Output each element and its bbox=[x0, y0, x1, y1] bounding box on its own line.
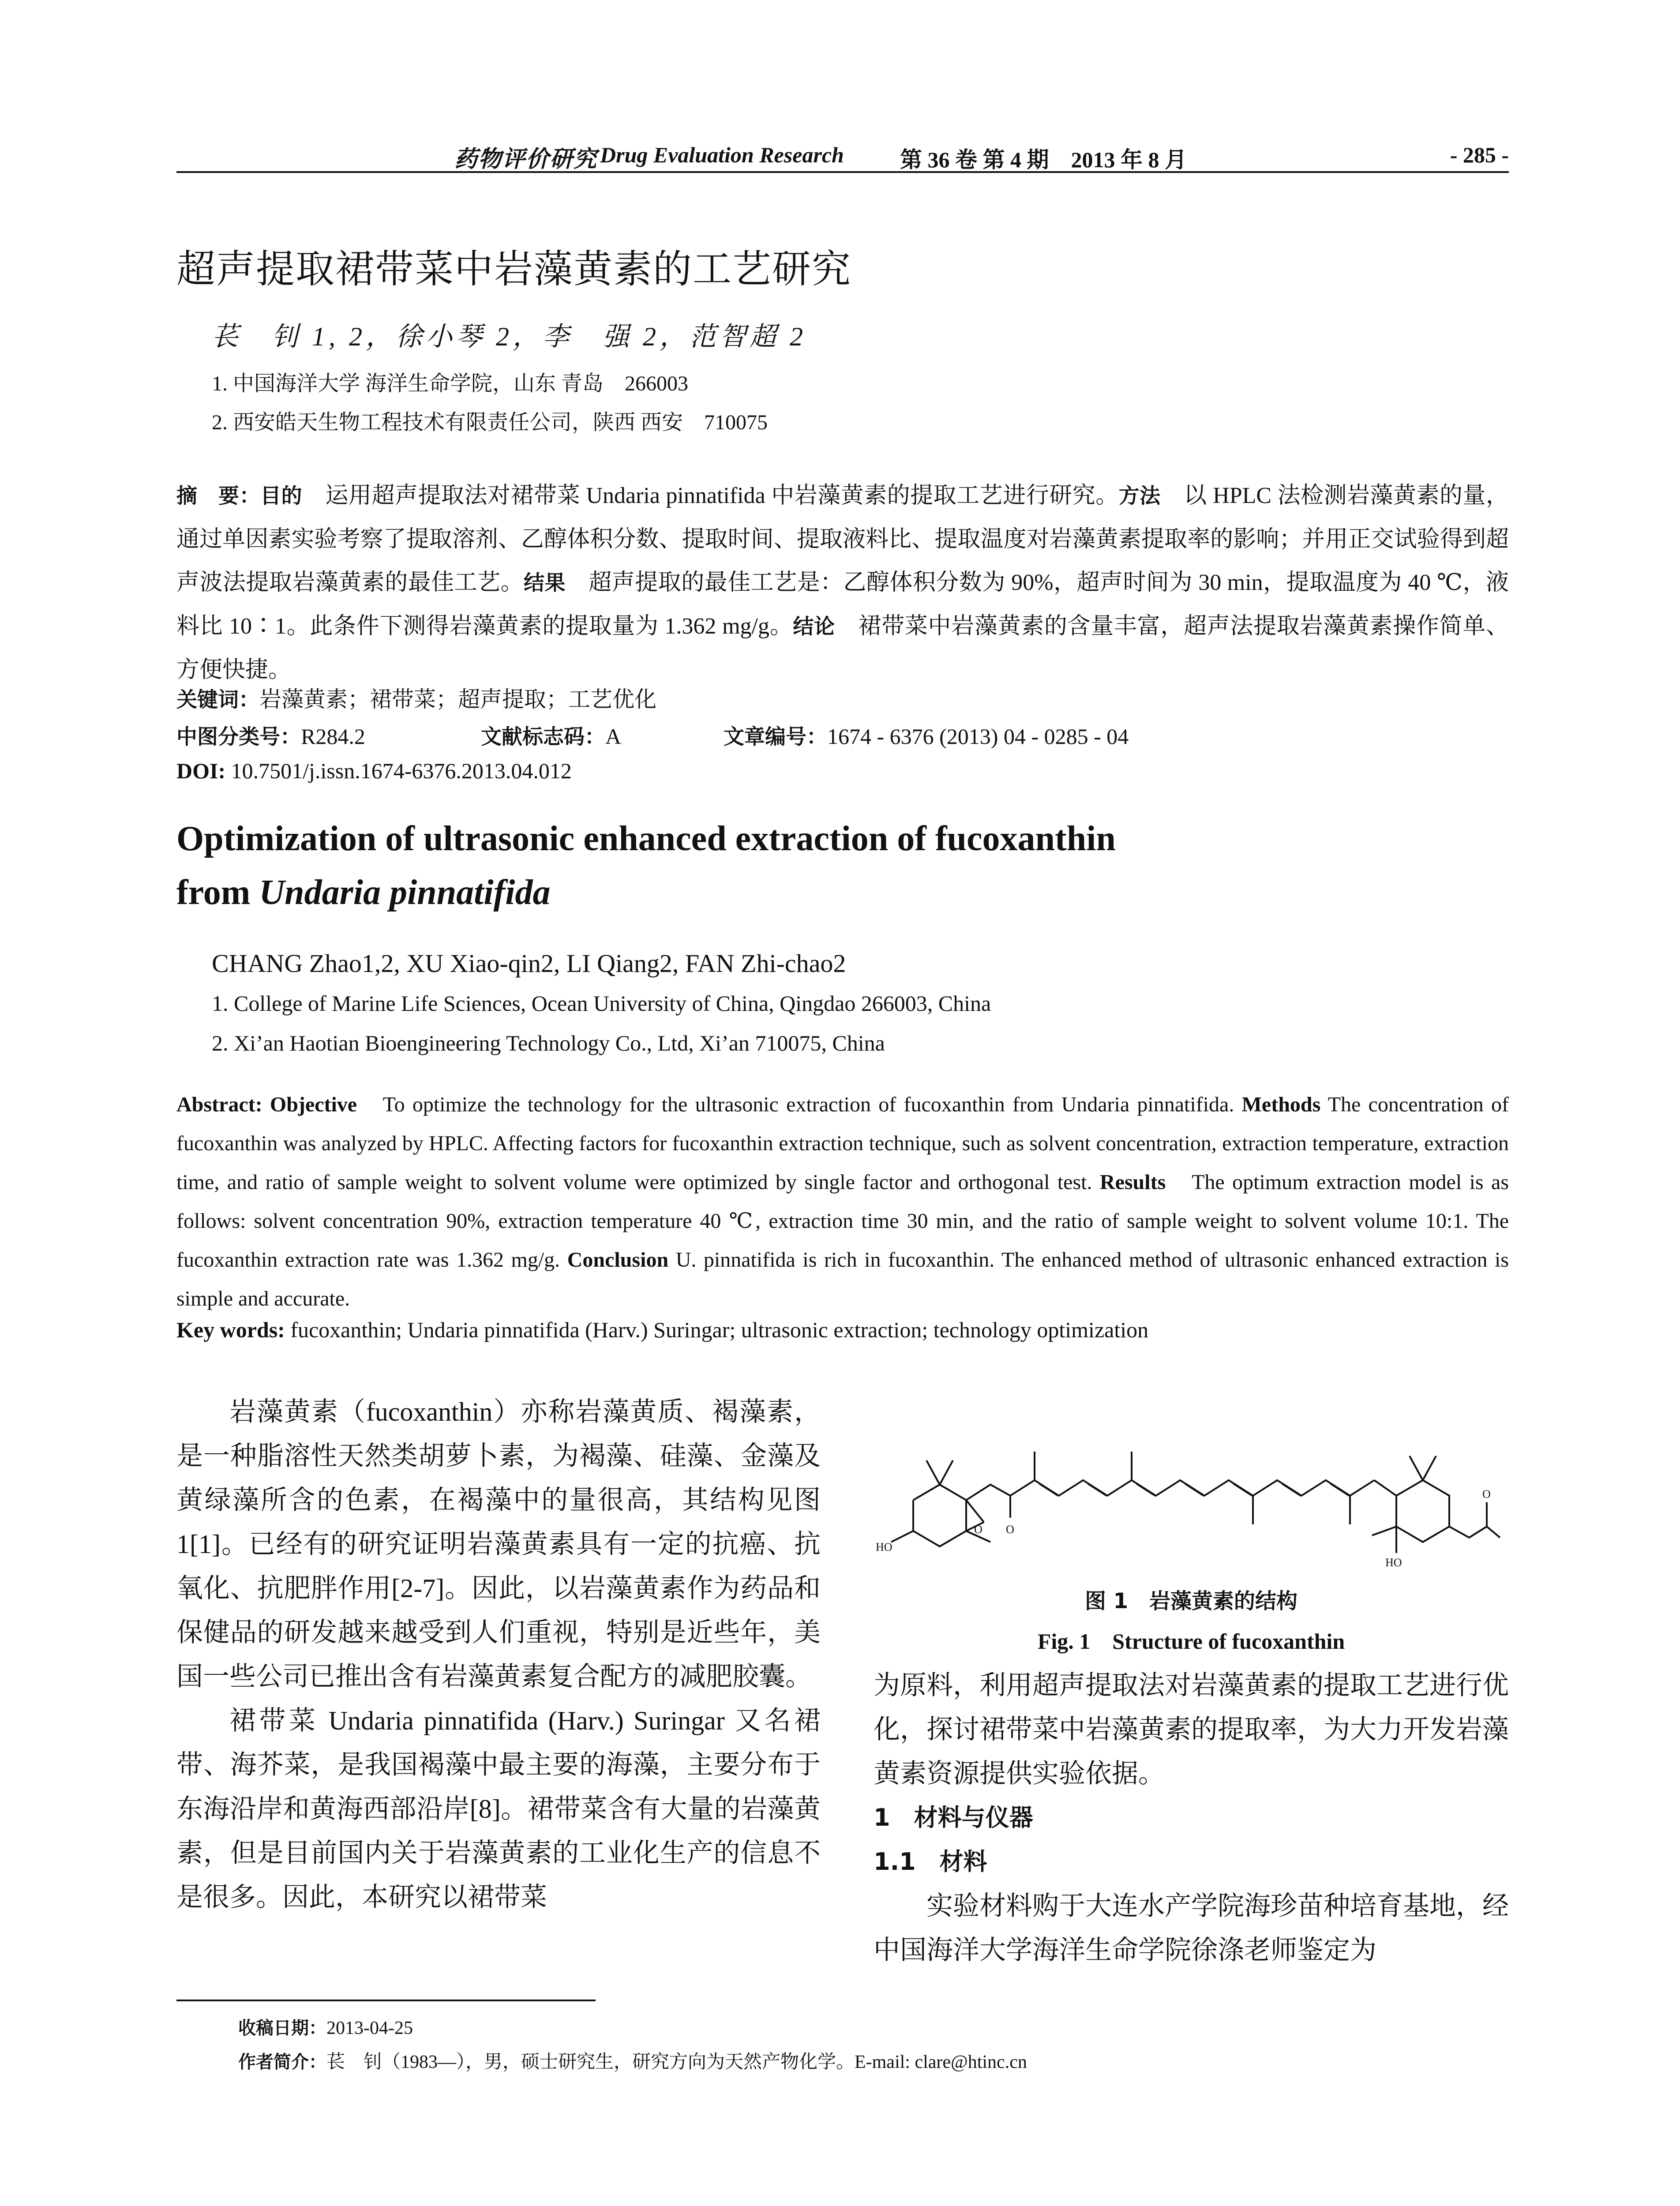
en-results-label: Results bbox=[1099, 1171, 1166, 1194]
en-methods-label: Methods bbox=[1241, 1093, 1321, 1116]
received-label: 收稿日期： bbox=[238, 2018, 326, 2038]
running-header bbox=[176, 140, 1509, 173]
cn-doc-code-line bbox=[481, 720, 621, 750]
cn-authors: 苌 钊 1, 2，徐小琴 2，李 强 2，范智超 2 bbox=[212, 322, 806, 351]
cn-abstract bbox=[176, 474, 1509, 692]
ring-methyl-bond bbox=[1372, 1527, 1396, 1535]
epoxide-bond bbox=[966, 1500, 984, 1522]
en-title-species: Undaria pinnatifida bbox=[259, 873, 551, 912]
section-heading-1: 1 材料与仪器 bbox=[874, 1804, 1033, 1831]
double-bond bbox=[1185, 1484, 1204, 1496]
clc-label: 中图分类号： bbox=[176, 725, 301, 749]
double-bond bbox=[1136, 1484, 1155, 1496]
cn-title: 超声提取裙带菜中岩藻黄素的工艺研究 bbox=[176, 246, 852, 292]
gem-methyl-bond bbox=[940, 1460, 953, 1485]
double-bond bbox=[1039, 1484, 1058, 1496]
keto-chain-bond bbox=[966, 1485, 1010, 1518]
en-affiliation-2: 2. Xi’an Haotian Bioengineering Technology Co., Ltd, Xi’an 710075, China bbox=[212, 1031, 885, 1055]
hydroxyl-bond bbox=[891, 1531, 913, 1542]
allene-bond bbox=[1374, 1480, 1396, 1496]
received-date: 2013-04-25 bbox=[326, 2018, 413, 2038]
en-affiliation-1: 1. College of Marine Life Sciences, Ocean University of China, Qingdao 266003, China bbox=[212, 991, 991, 1016]
cn-results-label: 结果 bbox=[524, 571, 566, 595]
doi-value[interactable]: 10.7501/j.issn.1674-6376.2013.04.012 bbox=[225, 758, 572, 783]
en-title-line2 bbox=[176, 866, 1509, 919]
body-paragraph-4: 实验材料购于大连水产学院海珍苗种培育基地，经中国海洋大学海洋生命学院徐涤老师鉴定为 bbox=[874, 1891, 1509, 1965]
double-bond bbox=[1234, 1484, 1252, 1496]
atom-label-ho: HO bbox=[876, 1541, 892, 1553]
en-results: The optimum extraction model is as follows: solvent concentration 90%, extraction temperature 40 ℃, extraction time 30 min, and the ratio of sample weight to solvent volume 10:1. The fucoxanthin extraction rate was 1.362 mg/g. bbox=[176, 1171, 1509, 1272]
en-title-line1: Optimization of ultrasonic enhanced extraction of fucoxanthin bbox=[176, 819, 1116, 858]
clc-value: R284.2 bbox=[301, 724, 365, 749]
acetate-bond bbox=[1449, 1527, 1500, 1538]
en-title-line2-prefix: from bbox=[176, 873, 259, 912]
cn-affiliation-1: 1. 中国海洋大学 海洋生命学院，山东 青岛 266003 bbox=[212, 372, 689, 395]
cn-methods-label: 方法 bbox=[1118, 484, 1161, 508]
body-paragraph-1: 岩藻黄素（fucoxanthin）亦称岩藻黄质、褐藻素，是一种脂溶性天然类胡萝卜素，为褐藻、硅藻、金藻及黄绿藻所含的色素，在褐藻中的量很高，其结构见图 1[1]。已经有的研究证明岩藻黄素具有一定的抗癌、抗氧化、抗肥胖作用[2-7]。因此，以岩藻黄素作为药品和保健品的研发越来越受到人们重视，特别是近些年，美国一些公司已推出含有岩藻黄素复合配方的减肥胶囊。 bbox=[176, 1397, 821, 1691]
cn-objective: 运用超声提取法对裙带菜 Undaria pinnatifida 中岩藻黄素的提取工艺进行研究。 bbox=[302, 483, 1119, 508]
cn-article-no-line bbox=[724, 720, 1129, 750]
double-bond bbox=[1088, 1484, 1106, 1496]
en-keywords-label: Key words: bbox=[176, 1317, 285, 1342]
en-authors: CHANG Zhao1,2, XU Xiao-qin2, LI Qiang2, FAN Zhi-chao2 bbox=[212, 949, 846, 978]
en-methods: The concentration of fucoxanthin was analyzed by HPLC. Affecting factors for fucoxanthin extraction technique, such as solvent concentration, extraction temperature, extraction time, and ratio of sample weight to solvent volume were optimized by single factor and orthogonal test. bbox=[176, 1093, 1509, 1194]
left-ring-bond bbox=[913, 1485, 966, 1546]
doi-label: DOI: bbox=[176, 758, 226, 783]
cn-results: 超声提取的最佳工艺是：乙醇体积分数为 90%，超声时间为 30 min，提取温度为 40 ℃，液料比 10∶1。此条件下测得岩藻黄素的提取量为 1.362 mg/g。 bbox=[176, 570, 1509, 639]
article-no-value: 1674 - 6376 (2013) 04 - 0285 - 04 bbox=[827, 724, 1129, 749]
cn-keywords-label: 关键词： bbox=[176, 688, 259, 712]
en-keywords: fucoxanthin; Undaria pinnatifida (Harv.) Suringar; ultrasonic extraction; technology optimization bbox=[285, 1317, 1149, 1342]
atom-label-o: O bbox=[1482, 1488, 1491, 1501]
body-left-column bbox=[176, 1390, 821, 1919]
article-no-label: 文章编号： bbox=[724, 725, 827, 749]
right-ring-bond bbox=[1396, 1480, 1449, 1542]
atom-label-ho: HO bbox=[1385, 1556, 1402, 1569]
cn-clc-line bbox=[176, 720, 365, 750]
cn-conclusion-label: 结论 bbox=[793, 615, 835, 639]
body-paragraph-2: 裙带菜 Undaria pinnatifida (Harv.) Suringar 又名裙带、海芥菜，是我国褐藻中最主要的海藻，主要分布于东海沿岸和黄海西部沿岸[8]。裙带菜含有大量的岩藻黄素，但是目前国内关于岩藻黄素的工业化生产的信息不是很多。因此，本研究以裙带菜 bbox=[176, 1706, 821, 1912]
en-conclusion-label: Conclusion bbox=[567, 1248, 669, 1272]
received-date-line bbox=[238, 2014, 413, 2039]
author-bio-line bbox=[238, 2047, 1027, 2074]
gem-methyl-bond bbox=[926, 1460, 940, 1485]
cn-methods: 以 HPLC 法检测岩藻黄素的量，通过单因素实验考察了提取溶剂、乙醇体积分数、提取时间、提取液料比、提取温度对岩藻黄素提取率的影响；并用正交试验得到超声波法提取岩藻黄素的最佳工艺。 bbox=[176, 483, 1509, 595]
atom-label-o: O bbox=[1006, 1523, 1014, 1536]
gem-methyl-bond bbox=[1410, 1456, 1423, 1480]
doi-line bbox=[176, 758, 572, 784]
doc-code-value: A bbox=[605, 724, 622, 749]
issue-info: 第 36 卷 第 4 期 2013 年 8 月 bbox=[900, 147, 1187, 172]
en-conclusion: U. pinnatifida is rich in fucoxanthin. The enhanced method of ultrasonic enhanced extraction is simple and accurate. bbox=[176, 1248, 1509, 1310]
cn-conclusion: 裙带菜中岩藻黄素的含量丰富，超声法提取岩藻黄素操作简单、方便快捷。 bbox=[176, 614, 1509, 683]
en-title bbox=[176, 812, 1509, 919]
author-bio-label: 作者简介： bbox=[238, 2052, 326, 2072]
body-right-column bbox=[874, 1663, 1509, 1972]
en-objective: To optimize the technology for the ultrasonic extraction of fucoxanthin from Undaria pinnatifida. bbox=[357, 1093, 1234, 1116]
cn-objective-label: 目的 bbox=[260, 484, 302, 508]
figure-caption-en: Fig. 1 Structure of fucoxanthin bbox=[1037, 1629, 1345, 1654]
cn-affiliation-2: 2. 西安皓天生物工程技术有限责任公司，陕西 西安 710075 bbox=[212, 411, 768, 434]
journal-name: Drug Evaluation Research bbox=[600, 143, 844, 167]
en-abstract-label: Abstract: Objective bbox=[176, 1093, 357, 1116]
cn-abstract-label: 摘 要： bbox=[176, 484, 260, 508]
en-keywords-line bbox=[176, 1317, 1148, 1343]
doc-code-label: 文献标志码： bbox=[481, 725, 605, 749]
body-paragraph-3: 为原料，利用超声提取法对岩藻黄素的提取工艺进行优化，探讨裙带菜中岩藻黄素的提取率，为大力开发岩藻黄素资源提供实验依据。 bbox=[874, 1671, 1509, 1788]
author-bio: 苌 钊（1983—），男，硕士研究生，研究方向为天然产物化学。E-mail: clare@htinc.cn bbox=[326, 2052, 1027, 2072]
cn-keywords-line bbox=[176, 682, 656, 713]
double-bond bbox=[1282, 1484, 1301, 1496]
en-abstract bbox=[176, 1085, 1509, 1318]
fucoxanthin-structure-diagram bbox=[878, 1390, 1504, 1584]
atom-label-o: O bbox=[974, 1523, 982, 1536]
section-heading-1-1: 1.1 材料 bbox=[874, 1848, 987, 1876]
figure-caption-cn: 图 1 岩藻黄素的结构 bbox=[1084, 1589, 1298, 1613]
footnote-divider bbox=[176, 2000, 596, 2001]
page-number: - 285 - bbox=[1450, 143, 1509, 167]
gem-methyl-bond bbox=[1423, 1456, 1436, 1480]
journal-logo: 药物评价研究 bbox=[454, 147, 598, 172]
figure-1-structure bbox=[878, 1390, 1504, 1584]
cn-keywords: 岩藻黄素；裙带菜；超声提取；工艺优化 bbox=[259, 687, 656, 712]
double-bond bbox=[1331, 1484, 1349, 1496]
